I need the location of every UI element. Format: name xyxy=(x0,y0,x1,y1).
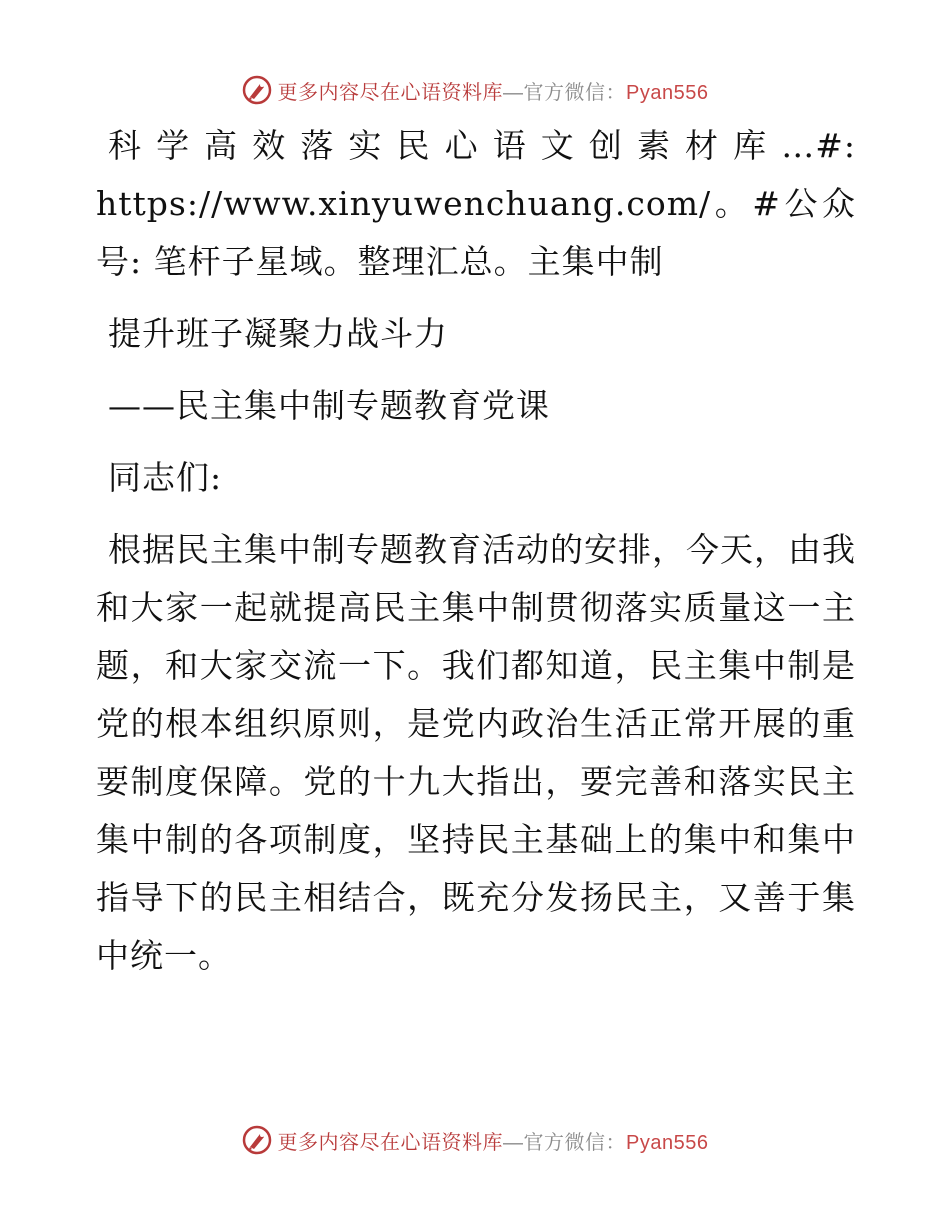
watermark-main-text: 更多内容尽在心语资料库 xyxy=(277,81,504,104)
footer-watermark-banner xyxy=(0,1120,950,1160)
watermark-wechat-id: Pyan556 xyxy=(626,1131,709,1154)
fountain-pen-logo-icon xyxy=(242,1125,272,1155)
watermark-separator: — xyxy=(503,1131,524,1154)
body-paragraph: 根据民主集中制专题教育活动的安排，今天，由我和大家一起就提高民主集中制贯彻落实质量这一主题，和大家交流一下。我们都知道，民主集中制是党的根本组织原则，是党内政治生活正常开展的重要制度保障。党的十九大指出，要完善和落实民主集中制的各项制度，坚持民主基础上的集中和集中指导下的民主相结合，既充分发扬民主，又善于集中统一。 xyxy=(96,530,856,975)
spacer xyxy=(96,363,856,377)
watermark-wechat-label: 官方微信： xyxy=(523,81,627,104)
watermark-separator: — xyxy=(503,81,524,104)
header-watermark-banner xyxy=(0,70,950,110)
spacer xyxy=(96,435,856,449)
watermark-text xyxy=(278,76,709,105)
greeting: 同志们: xyxy=(108,458,223,497)
watermark-wechat-label: 官方微信： xyxy=(523,1131,627,1154)
document-body xyxy=(96,117,856,985)
watermark-main-text: 更多内容尽在心语资料库 xyxy=(277,1131,504,1154)
watermark-wechat-id: Pyan556 xyxy=(626,81,709,104)
footer-watermark xyxy=(242,1125,709,1155)
document-title: 提升班子凝聚力战斗力 xyxy=(108,314,448,353)
watermark-text xyxy=(278,1126,709,1155)
document-subtitle: ——民主集中制专题教育党课 xyxy=(108,386,550,425)
spacer xyxy=(96,507,856,521)
header-watermark xyxy=(242,75,709,105)
spacer xyxy=(96,291,856,305)
fountain-pen-logo-icon xyxy=(242,75,272,105)
intro-paragraph: 科学高效落实民心语文创素材库…#: https://www.xinyuwenchuang.com/。#公众号: 笔杆子星域。整理汇总。主集中制 xyxy=(96,126,856,281)
